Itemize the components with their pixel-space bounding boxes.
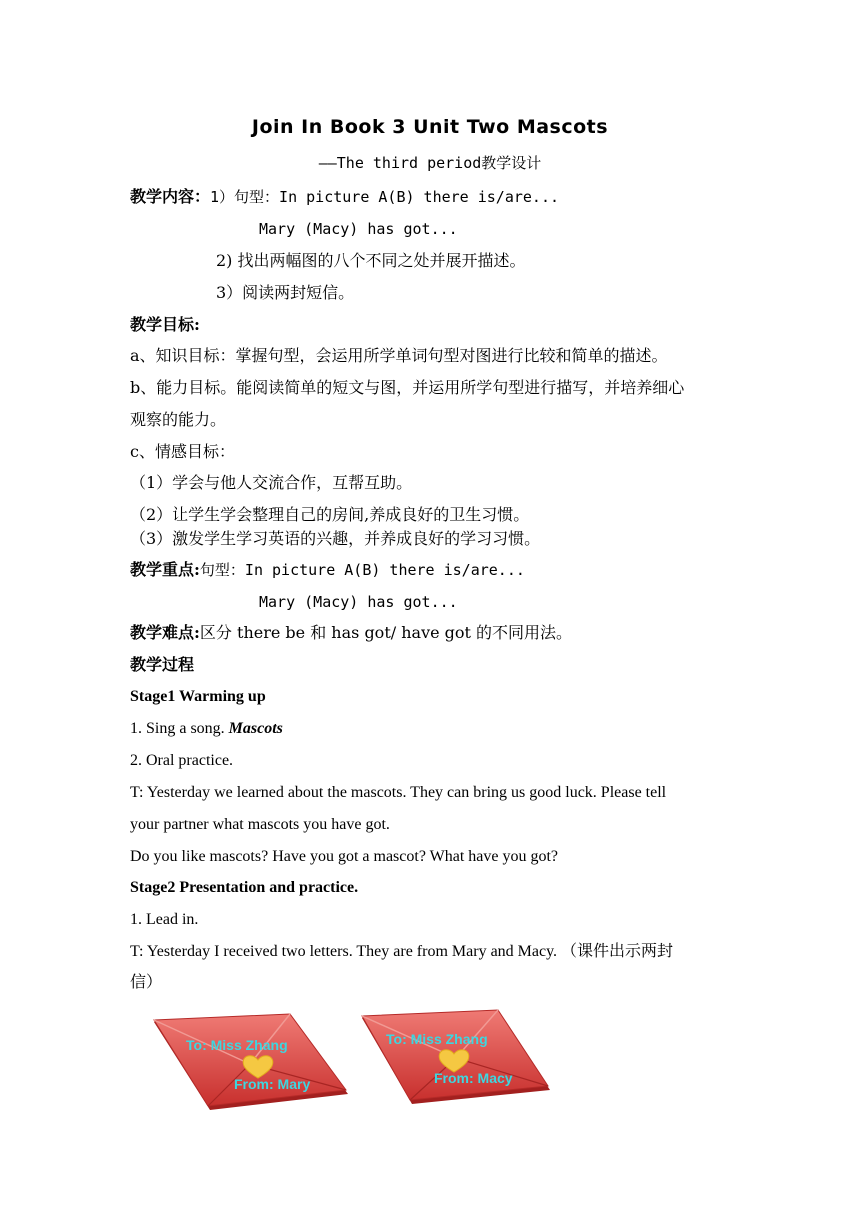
goal-emotion: c、情感目标： xyxy=(130,442,235,461)
key-points-label: 教学重点: xyxy=(130,560,200,579)
document-title: Join In Book 3 Unit Two Mascots xyxy=(251,116,609,138)
stage1-teacher-line-1: T: Yesterday we learned about the mascots. They can bring us good luck. Please tell xyxy=(130,784,667,801)
stage1-heading: Stage1 Warming up xyxy=(130,688,266,705)
letter-1-to: To: Miss Zhang xyxy=(186,1037,288,1053)
key-points-section xyxy=(130,559,525,581)
goal-emotion-3: （3）激发学生学习英语的兴趣，并养成良好的学习习惯。 xyxy=(130,529,541,548)
goal-emotion-2: （2）让学生学会整理自己的房间,养成良好的卫生习惯。 xyxy=(130,505,530,524)
content-item-1: 1）句型：In picture A(B) there is/are... xyxy=(210,188,560,206)
stage2-item-1: 1. Lead in. xyxy=(130,911,199,928)
goals-label: 教学目标: xyxy=(130,315,200,334)
goal-knowledge: a、知识目标：掌握句型，会运用所学单词句型对图进行比较和简单的描述。 xyxy=(130,346,668,365)
stage2-teacher-line-1: T: Yesterday I received two letters. They are from Mary and Macy. （课件出示两封 xyxy=(130,943,674,960)
stage2-teacher-line-2: 信） xyxy=(130,972,163,991)
content-item-1b: Mary (Macy) has got... xyxy=(259,220,458,238)
stage2-heading: Stage2 Presentation and practice. xyxy=(130,879,359,896)
letter-image-mary xyxy=(150,1012,350,1114)
song-title: Mascots xyxy=(228,720,283,737)
key-points-line-2: Mary (Macy) has got... xyxy=(259,593,458,611)
process-label: 教学过程 xyxy=(130,655,195,674)
stage1-item-2: 2. Oral practice. xyxy=(130,752,234,769)
letter-2-to: To: Miss Zhang xyxy=(386,1031,488,1047)
document-subtitle: ——The third period教学设计 xyxy=(318,154,542,172)
stage1-questions: Do you like mascots? Have you got a mascot? What have you got? xyxy=(130,848,559,865)
letter-image-macy xyxy=(358,1008,552,1108)
content-item-2: 2) 找出两幅图的八个不同之处并展开描述。 xyxy=(216,251,526,270)
key-points-line-1: 句型：In picture A(B) there is/are... xyxy=(199,561,525,579)
content-section xyxy=(130,186,559,208)
difficulties-label: 教学难点: xyxy=(130,623,200,642)
content-item-3: 3）阅读两封短信。 xyxy=(216,283,355,302)
goal-ability-line-2: 观察的能力。 xyxy=(130,410,227,429)
difficulties-text: 区分 there be 和 has got/ have got 的不同用法。 xyxy=(199,623,573,642)
stage1-item-1 xyxy=(130,718,283,740)
goal-ability-line-1: b、能力目标。能阅读简单的短文与图，并运用所学句型进行描写，并培养细心 xyxy=(130,378,685,397)
content-label: 教学内容： xyxy=(130,187,211,206)
stage1-teacher-line-2: your partner what mascots you have got. xyxy=(130,816,390,833)
stage1-item-1-text: 1. Sing a song. xyxy=(130,720,229,737)
letter-1-from: From: Mary xyxy=(234,1076,311,1092)
letter-2-from: From: Macy xyxy=(434,1070,513,1086)
difficulties-section xyxy=(130,622,572,644)
goal-emotion-1: （1）学会与他人交流合作，互帮互助。 xyxy=(130,473,413,492)
